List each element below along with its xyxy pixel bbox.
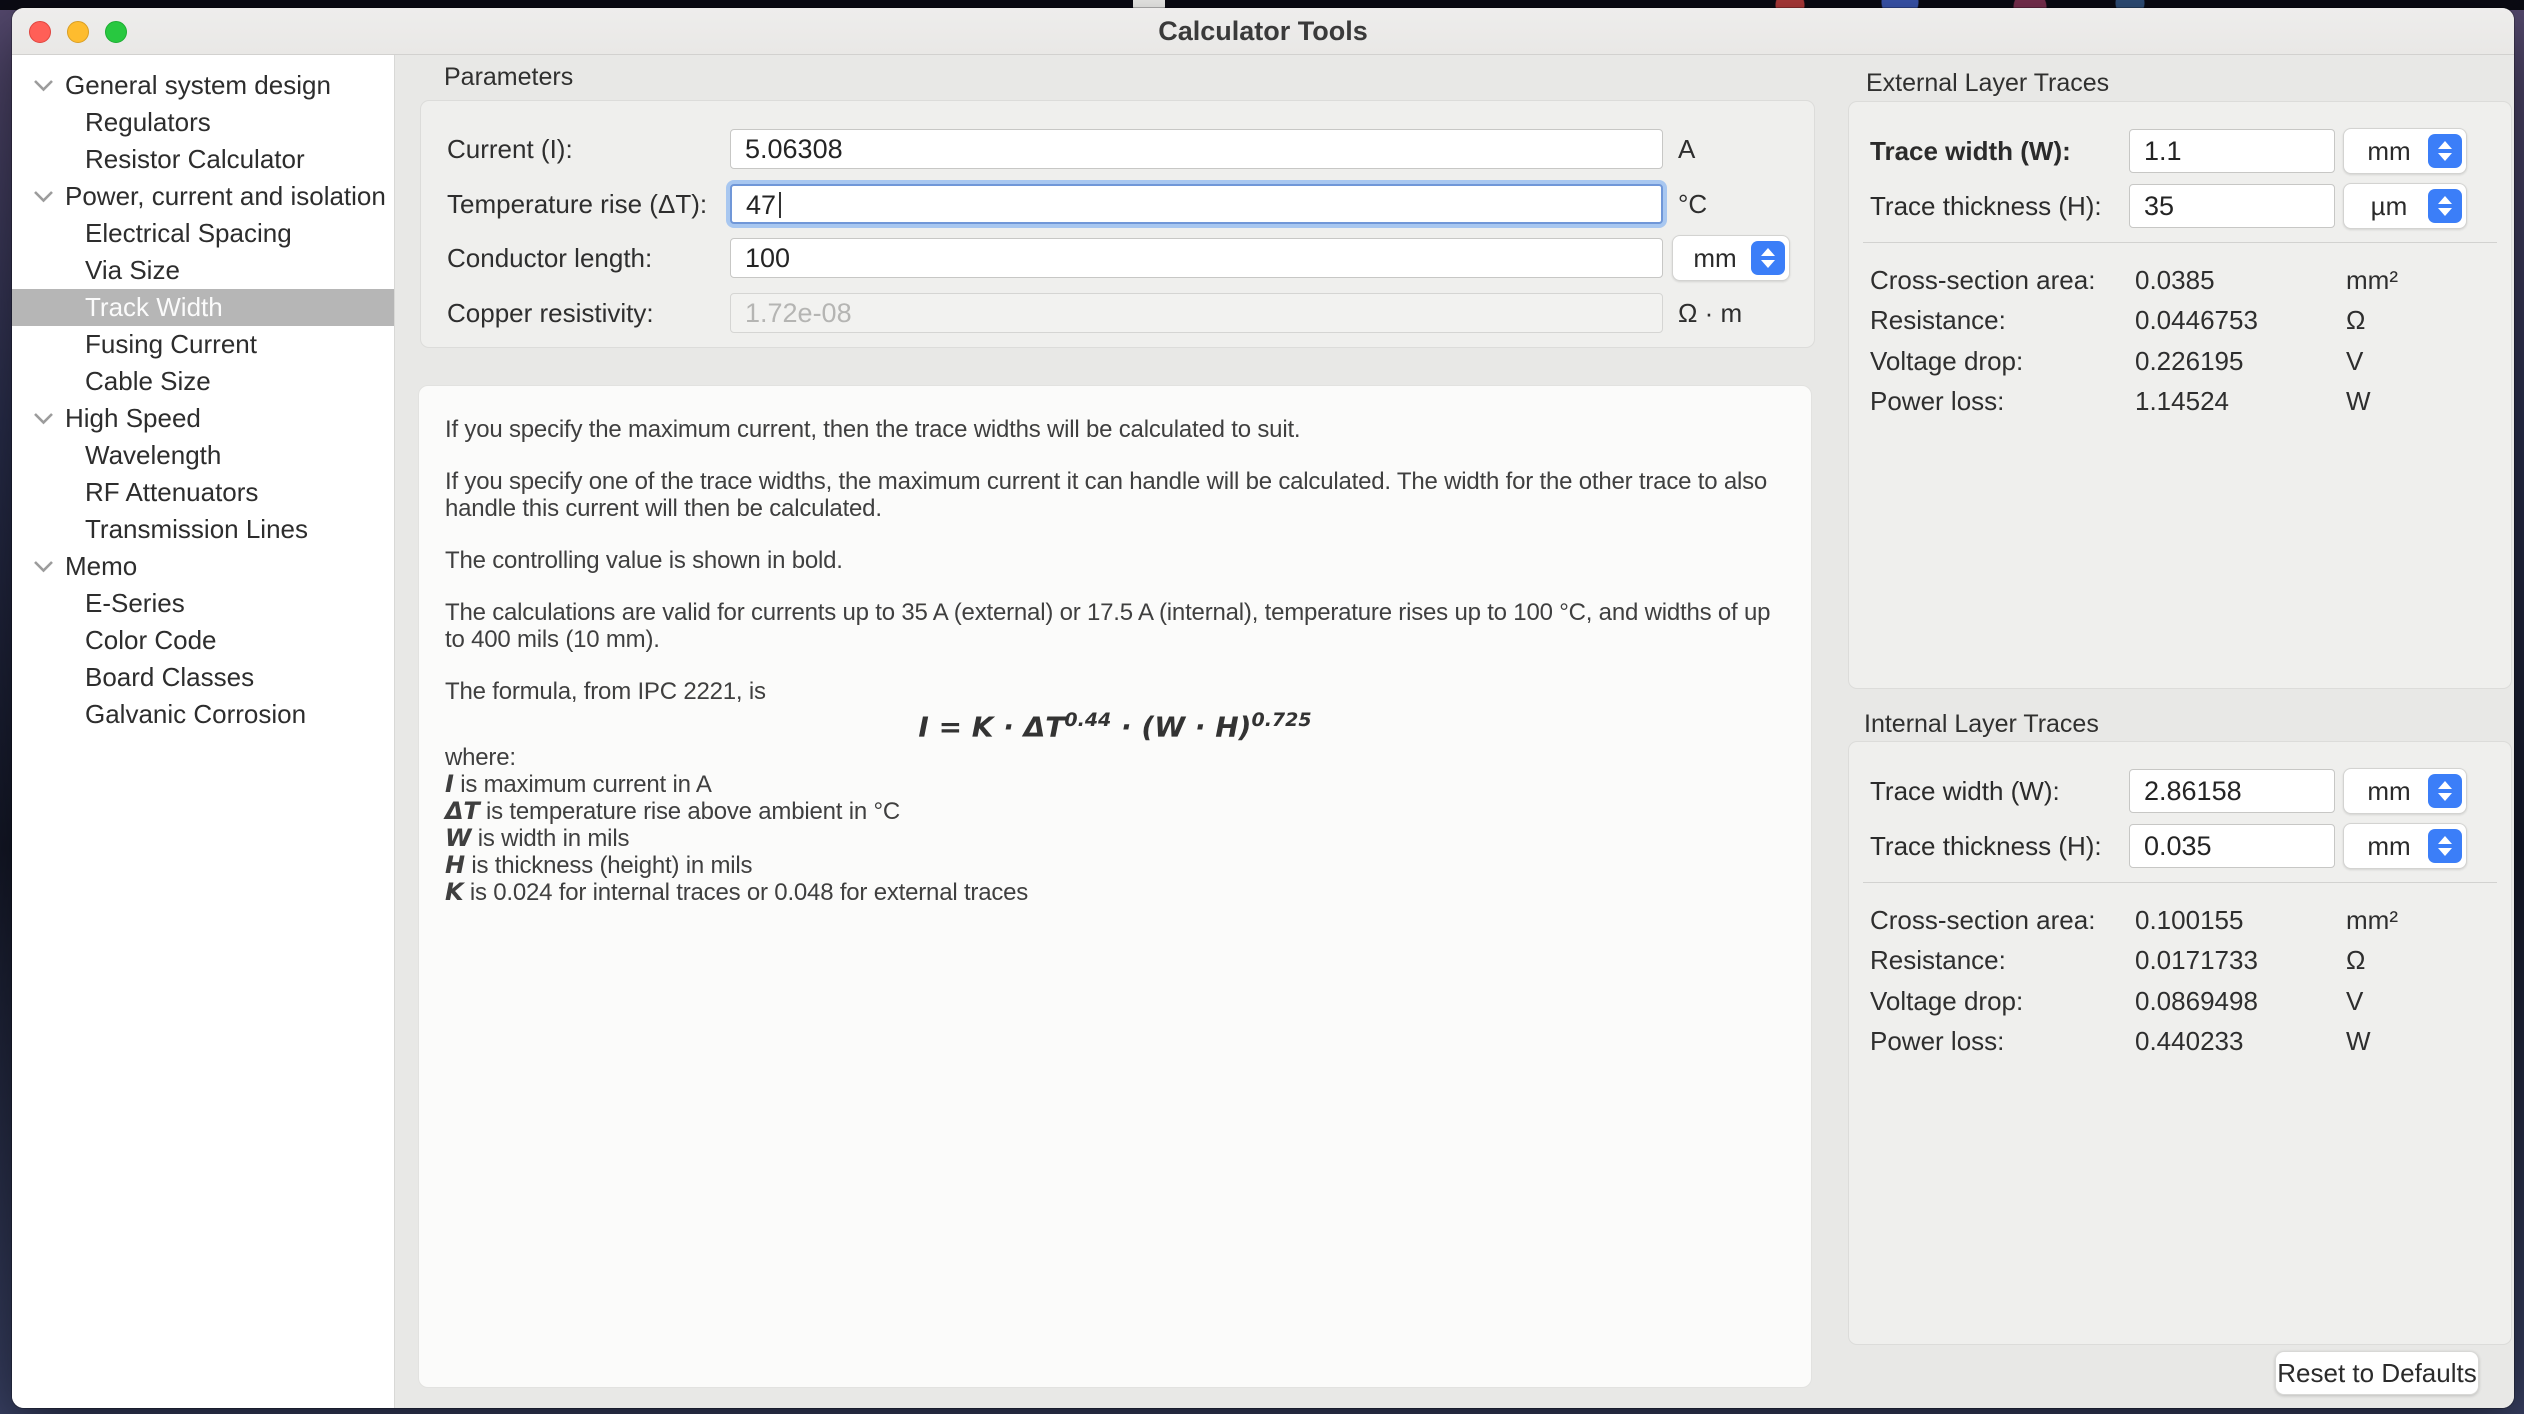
sidebar-item-electrical-spacing[interactable]: [12, 215, 394, 252]
sidebar-item-label: Board Classes: [85, 662, 255, 692]
sidebar-item-label: Via Size: [85, 255, 180, 285]
sidebar-item-label: Power, current and isolation: [65, 181, 386, 211]
chevron-down-icon[interactable]: [30, 548, 56, 585]
result-label: Cross-section area:: [1870, 905, 2096, 935]
sidebar-item-track-width[interactable]: [12, 289, 394, 326]
ipc2221-formula: $I = K \cdot \Delta T^{0.44} \cdot (W \cdot H)^{0.725}$: [918, 709, 1312, 744]
internal-trace-width-row: [1849, 768, 2509, 814]
current-label: Current (I):: [447, 134, 573, 164]
sidebar-item-label: Color Code: [85, 625, 217, 655]
result-value: 0.226195: [2135, 346, 2244, 376]
internal-trace-width-label: Trace width (W):: [1870, 776, 2060, 806]
unit-dropdown-value: mm: [2367, 830, 2411, 861]
current-row: [396, 128, 1846, 170]
sidebar-item-label: Fusing Current: [85, 329, 257, 359]
chevron-down-icon[interactable]: [30, 400, 56, 437]
reset-to-defaults-button[interactable]: Reset to Defaults: [2275, 1351, 2479, 1395]
result-unit: mm²: [2346, 265, 2398, 295]
stepper-icon: [2428, 829, 2462, 863]
result-unit: V: [2346, 346, 2364, 376]
sidebar-item-galvanic-corrosion[interactable]: [12, 696, 394, 733]
where-item: H is thickness (height) in mils: [445, 851, 753, 880]
sidebar-item-memo[interactable]: [12, 548, 394, 585]
formula-intro: The formula, from IPC 2221, is: [445, 678, 766, 705]
internal-trace-thickness-input[interactable]: 0.035: [2129, 824, 2335, 868]
help-text-box: [418, 385, 1812, 1388]
unit-dropdown-value: mm: [1693, 242, 1737, 273]
sidebar-item-rf-attenuators[interactable]: [12, 474, 394, 511]
result-label: Voltage drop:: [1870, 986, 2024, 1016]
external-trace-width-label: Trace width (W):: [1870, 136, 2071, 166]
sidebar-item-label: Transmission Lines: [85, 514, 309, 544]
calculator-tools-window: [12, 8, 2514, 1408]
external-trace-width-unit-dropdown[interactable]: [2343, 128, 2467, 174]
external-trace-width-input[interactable]: 1.1: [2129, 129, 2335, 173]
where-item: W is width in mils: [445, 824, 630, 853]
result-label: Cross-section area:: [1870, 265, 2096, 295]
sidebar-item-label: High Speed: [65, 403, 201, 433]
text-caret: [779, 192, 781, 218]
external-layer-traces-label: External Layer Traces: [1866, 69, 2110, 97]
temperature-rise-row: [396, 183, 1846, 225]
result-value: 0.0171733: [2135, 945, 2258, 975]
temperature-rise-input[interactable]: 47: [730, 184, 1663, 224]
help-paragraph: The calculations are valid for currents up to 35 A (external) or 17.5 A (internal), temperature rises up to 100 °C, and widths of up to 400 mils (10 mm).: [445, 599, 1771, 653]
result-unit: Ω: [2346, 305, 2366, 335]
external-trace-thickness-label: Trace thickness (H):: [1870, 191, 2102, 221]
sidebar-item-label: Galvanic Corrosion: [85, 699, 307, 729]
sidebar-item-label: RF Attenuators: [85, 477, 259, 507]
internal-cross-section-row: [1849, 904, 2509, 936]
help-paragraph: The controlling value is shown in bold.: [445, 547, 843, 574]
result-unit: mm²: [2346, 905, 2398, 935]
internal-trace-thickness-unit-dropdown[interactable]: [2343, 823, 2467, 869]
result-label: Power loss:: [1870, 386, 2005, 416]
sidebar-item-label: General system design: [65, 70, 331, 100]
chevron-down-icon[interactable]: [30, 178, 56, 215]
external-trace-thickness-input[interactable]: 35: [2129, 184, 2335, 228]
internal-trace-thickness-row: [1849, 823, 2509, 869]
internal-trace-width-input[interactable]: 2.86158: [2129, 769, 2335, 813]
result-label: Voltage drop:: [1870, 346, 2024, 376]
divider: [1863, 242, 2497, 243]
stepper-icon: [2428, 189, 2462, 223]
copper-resistivity-row: [396, 292, 1846, 334]
sidebar-item-cable-size[interactable]: [12, 363, 394, 400]
result-unit: W: [2346, 1026, 2371, 1056]
current-input[interactable]: 5.06308: [730, 129, 1663, 169]
sidebar-item-label: Resistor Calculator: [85, 144, 305, 174]
sidebar-item-label: Memo: [65, 551, 138, 581]
where-label: where:: [445, 744, 516, 772]
sidebar-item-board-classes[interactable]: [12, 659, 394, 696]
where-item: I is maximum current in A: [445, 770, 712, 799]
sidebar-item-fusing-current[interactable]: [12, 326, 394, 363]
calculator-tree-sidebar: [12, 55, 395, 1408]
copper-resistivity-label: Copper resistivity:: [447, 298, 654, 328]
internal-resistance-row: [1849, 944, 2509, 976]
conductor-length-unit-dropdown[interactable]: [1672, 235, 1790, 281]
sidebar-item-wavelength[interactable]: [12, 437, 394, 474]
result-unit: W: [2346, 386, 2371, 416]
sidebar-item-resistor-calculator[interactable]: [12, 141, 394, 178]
temperature-rise-unit-label: °C: [1678, 189, 1708, 219]
sidebar-item-high-speed[interactable]: [12, 400, 394, 437]
stepper-icon: [2428, 774, 2462, 808]
result-value: 0.0385: [2135, 265, 2215, 295]
unit-dropdown-value: mm: [2367, 775, 2411, 806]
unit-dropdown-value: mm: [2367, 135, 2411, 166]
internal-power-loss-row: [1849, 1025, 2509, 1057]
stepper-icon: [2428, 134, 2462, 168]
result-unit: Ω: [2346, 945, 2366, 975]
copper-resistivity-input: 1.72e-08: [730, 293, 1663, 333]
temperature-rise-label: Temperature rise (ΔT):: [447, 189, 708, 219]
where-item: K is 0.024 for internal traces or 0.048 for external traces: [445, 878, 1029, 907]
sidebar-item-label: E-Series: [85, 588, 185, 618]
sidebar-item-power-current-isolation[interactable]: [12, 178, 394, 215]
result-label: Resistance:: [1870, 305, 2006, 335]
internal-trace-width-unit-dropdown[interactable]: [2343, 768, 2467, 814]
window-title: Calculator Tools: [1158, 16, 1368, 46]
sidebar-item-label: Electrical Spacing: [85, 218, 292, 248]
internal-trace-thickness-label: Trace thickness (H):: [1870, 831, 2102, 861]
where-item: ΔT is temperature rise above ambient in °C: [445, 797, 901, 826]
internal-layer-traces-label: Internal Layer Traces: [1864, 710, 2099, 738]
result-value: 0.0446753: [2135, 305, 2258, 335]
sidebar-item-regulators[interactable]: [12, 104, 394, 141]
internal-layer-traces-box: [1848, 741, 2512, 1345]
sidebar-item-transmission-lines[interactable]: [12, 511, 394, 548]
sidebar-item-label: Track Width: [85, 292, 223, 322]
track-width-calculator-panel: [396, 55, 2514, 1408]
current-unit-label: A: [1678, 134, 1696, 164]
external-resistance-row: [1849, 304, 2509, 336]
result-label: Resistance:: [1870, 945, 2006, 975]
sidebar-item-general-system-design[interactable]: [12, 67, 394, 104]
parameters-section-label: Parameters: [444, 63, 574, 91]
external-trace-thickness-unit-dropdown[interactable]: [2343, 183, 2467, 229]
sidebar-item-label: Cable Size: [85, 366, 211, 396]
chevron-down-icon[interactable]: [30, 67, 56, 104]
stepper-icon: [1751, 241, 1785, 275]
result-value: 1.14524: [2135, 386, 2229, 416]
result-value: 0.440233: [2135, 1026, 2244, 1056]
result-label: Power loss:: [1870, 1026, 2005, 1056]
result-unit: V: [2346, 986, 2364, 1016]
external-trace-thickness-row: [1849, 183, 2509, 229]
sidebar-item-e-series[interactable]: [12, 585, 394, 622]
conductor-length-row: [396, 237, 1846, 279]
titlebar[interactable]: [12, 8, 2514, 55]
result-value: 0.0869498: [2135, 986, 2258, 1016]
sidebar-item-label: Regulators: [85, 107, 211, 137]
external-voltage-drop-row: [1849, 345, 2509, 377]
conductor-length-label: Conductor length:: [447, 243, 653, 273]
copper-resistivity-unit-label: Ω · m: [1678, 298, 1743, 328]
help-paragraph: If you specify one of the trace widths, the maximum current it can handle will be calculated. The width for the other trace to also handle this current will then be calculated.: [445, 468, 1768, 522]
result-value: 0.100155: [2135, 905, 2244, 935]
unit-dropdown-value: µm: [2370, 190, 2408, 221]
external-trace-width-row: [1849, 128, 2509, 174]
help-paragraph: If you specify the maximum current, then the trace widths will be calculated to suit.: [445, 416, 1301, 443]
conductor-length-input[interactable]: 100: [730, 238, 1663, 278]
sidebar-item-label: Wavelength: [85, 440, 222, 470]
divider: [1863, 882, 2497, 883]
external-layer-traces-box: [1848, 101, 2512, 689]
external-power-loss-row: [1849, 385, 2509, 417]
sidebar-item-color-code[interactable]: [12, 622, 394, 659]
external-cross-section-row: [1849, 264, 2509, 296]
sidebar-item-via-size[interactable]: [12, 252, 394, 289]
internal-voltage-drop-row: [1849, 985, 2509, 1017]
